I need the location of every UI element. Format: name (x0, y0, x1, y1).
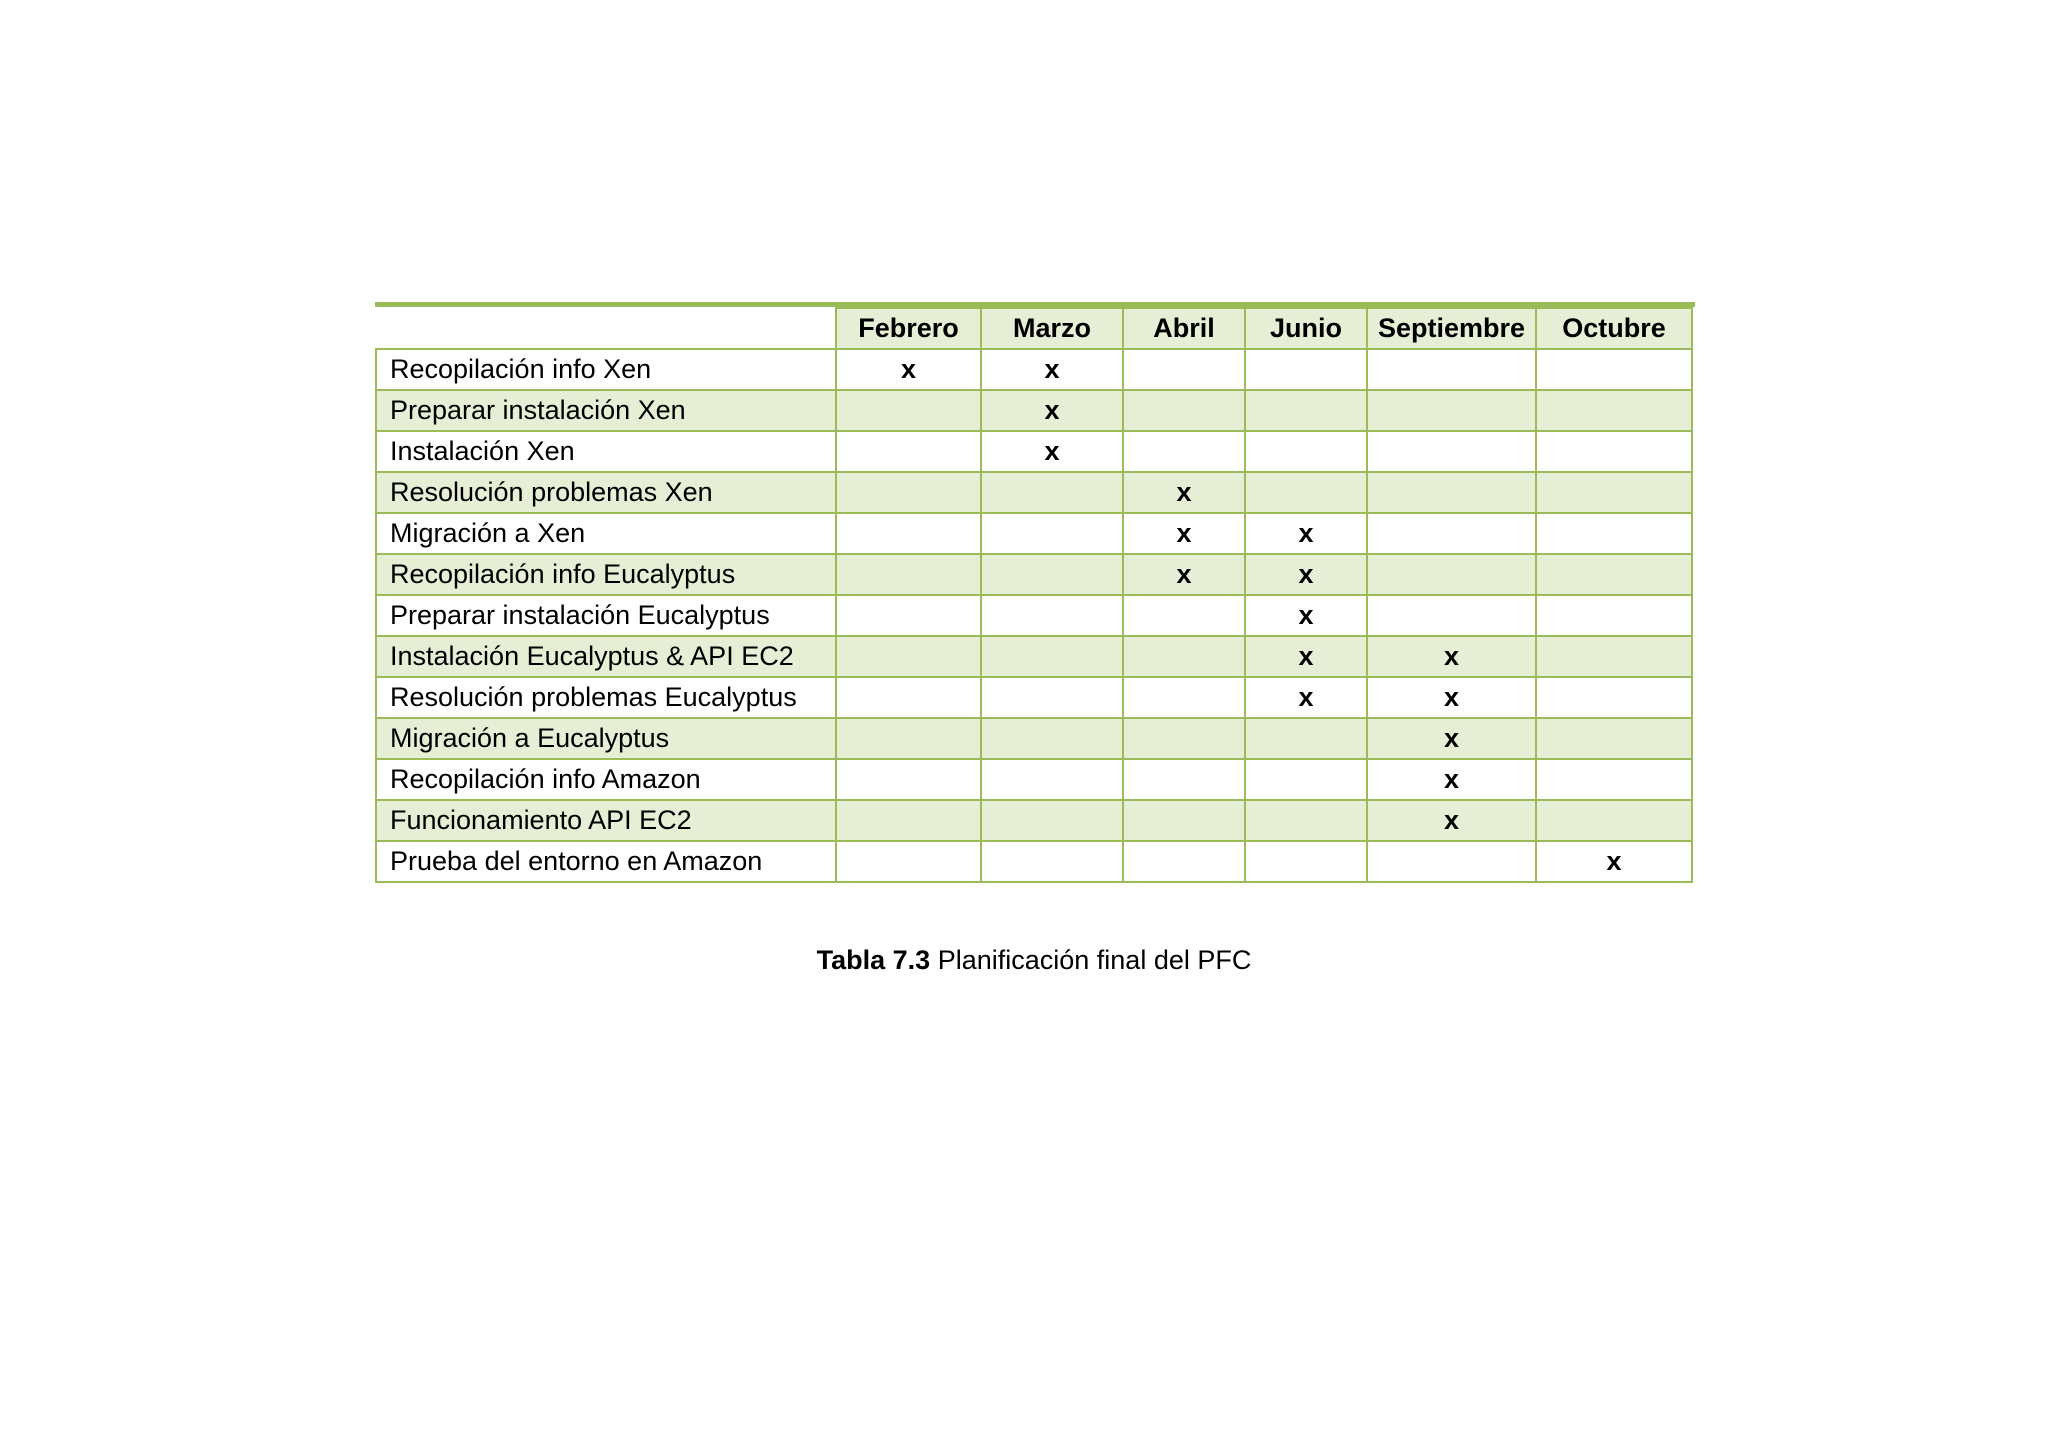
month-mark-cell (1123, 636, 1245, 677)
month-mark-cell (1536, 513, 1692, 554)
task-cell: Instalación Xen (376, 431, 836, 472)
month-mark-cell (981, 759, 1123, 800)
table-row (376, 841, 1692, 882)
task-cell: Preparar instalación Eucalyptus (376, 595, 836, 636)
month-mark-cell: x (1245, 513, 1367, 554)
month-mark-cell: x (981, 349, 1123, 390)
column-header: Marzo (981, 308, 1123, 349)
month-mark-cell (1536, 759, 1692, 800)
task-cell: Instalación Eucalyptus & API EC2 (376, 636, 836, 677)
planning-table-container (375, 302, 1695, 883)
table-caption (0, 945, 2048, 976)
month-mark-cell (1536, 472, 1692, 513)
caption-text: Planificación final del PFC (937, 945, 1252, 975)
table-row (376, 595, 1692, 636)
month-mark-cell (1245, 472, 1367, 513)
planning-table (375, 307, 1693, 883)
month-mark-cell: x (1367, 636, 1536, 677)
month-mark-cell (836, 554, 981, 595)
table-row (376, 800, 1692, 841)
month-mark-cell: x (1123, 554, 1245, 595)
task-cell: Recopilación info Amazon (376, 759, 836, 800)
month-mark-cell (1367, 841, 1536, 882)
month-mark-cell (1123, 677, 1245, 718)
column-header: Junio (1245, 308, 1367, 349)
header-row (376, 308, 1692, 349)
table-row (376, 718, 1692, 759)
month-mark-cell (1536, 554, 1692, 595)
month-mark-cell (836, 800, 981, 841)
month-mark-cell (1536, 431, 1692, 472)
month-mark-cell (1245, 718, 1367, 759)
month-mark-cell (1536, 636, 1692, 677)
month-mark-cell (1123, 759, 1245, 800)
month-mark-cell (981, 472, 1123, 513)
month-mark-cell: x (1536, 841, 1692, 882)
task-cell: Migración a Xen (376, 513, 836, 554)
month-mark-cell (1245, 431, 1367, 472)
table-row (376, 759, 1692, 800)
month-mark-cell (1536, 800, 1692, 841)
table-row (376, 390, 1692, 431)
month-mark-cell: x (1367, 677, 1536, 718)
table-row (376, 513, 1692, 554)
table-body (376, 349, 1692, 882)
month-mark-cell (836, 513, 981, 554)
header-corner-cell (376, 308, 836, 349)
month-mark-cell (1123, 841, 1245, 882)
column-header: Octubre (1536, 308, 1692, 349)
task-cell: Recopilación info Xen (376, 349, 836, 390)
month-mark-cell (981, 513, 1123, 554)
month-mark-cell: x (1245, 554, 1367, 595)
month-mark-cell (1536, 390, 1692, 431)
task-cell: Migración a Eucalyptus (376, 718, 836, 759)
month-mark-cell (1123, 349, 1245, 390)
month-mark-cell: x (1245, 677, 1367, 718)
table-row (376, 431, 1692, 472)
table-row (376, 677, 1692, 718)
table-row (376, 349, 1692, 390)
month-mark-cell (1245, 390, 1367, 431)
month-mark-cell (1367, 390, 1536, 431)
month-mark-cell (1367, 513, 1536, 554)
month-mark-cell (1123, 718, 1245, 759)
table-row (376, 636, 1692, 677)
month-mark-cell: x (1367, 800, 1536, 841)
month-mark-cell (836, 472, 981, 513)
month-mark-cell (1367, 349, 1536, 390)
task-cell: Resolución problemas Xen (376, 472, 836, 513)
month-mark-cell (981, 841, 1123, 882)
month-mark-cell (836, 759, 981, 800)
month-mark-cell: x (981, 390, 1123, 431)
month-mark-cell (1245, 841, 1367, 882)
month-mark-cell: x (1367, 759, 1536, 800)
month-mark-cell (1245, 800, 1367, 841)
month-mark-cell (1367, 554, 1536, 595)
month-mark-cell (1367, 595, 1536, 636)
month-mark-cell (836, 431, 981, 472)
month-mark-cell: x (1245, 636, 1367, 677)
month-mark-cell (1123, 595, 1245, 636)
column-header: Febrero (836, 308, 981, 349)
month-mark-cell (1123, 800, 1245, 841)
month-mark-cell (836, 636, 981, 677)
month-mark-cell (1536, 677, 1692, 718)
caption-label: Tabla 7.3 (816, 945, 931, 975)
month-mark-cell (836, 718, 981, 759)
month-mark-cell: x (1245, 595, 1367, 636)
month-mark-cell (1123, 390, 1245, 431)
month-mark-cell: x (1123, 513, 1245, 554)
task-cell: Resolución problemas Eucalyptus (376, 677, 836, 718)
task-cell: Prueba del entorno en Amazon (376, 841, 836, 882)
month-mark-cell (1536, 349, 1692, 390)
month-mark-cell (1367, 431, 1536, 472)
month-mark-cell: x (1123, 472, 1245, 513)
table-row (376, 472, 1692, 513)
month-mark-cell (1536, 718, 1692, 759)
month-mark-cell: x (836, 349, 981, 390)
task-cell: Preparar instalación Xen (376, 390, 836, 431)
month-mark-cell (1245, 349, 1367, 390)
month-mark-cell (836, 677, 981, 718)
month-mark-cell (981, 636, 1123, 677)
month-mark-cell (1536, 595, 1692, 636)
month-mark-cell (981, 554, 1123, 595)
month-mark-cell (981, 595, 1123, 636)
column-header: Septiembre (1367, 308, 1536, 349)
month-mark-cell (836, 595, 981, 636)
month-mark-cell (1367, 472, 1536, 513)
month-mark-cell: x (1367, 718, 1536, 759)
month-mark-cell: x (981, 431, 1123, 472)
column-header: Abril (1123, 308, 1245, 349)
month-mark-cell (981, 677, 1123, 718)
month-mark-cell (836, 390, 981, 431)
month-mark-cell (836, 841, 981, 882)
table-row (376, 554, 1692, 595)
month-mark-cell (981, 800, 1123, 841)
month-mark-cell (981, 718, 1123, 759)
month-mark-cell (1123, 431, 1245, 472)
task-cell: Recopilación info Eucalyptus (376, 554, 836, 595)
task-cell: Funcionamiento API EC2 (376, 800, 836, 841)
month-mark-cell (1245, 759, 1367, 800)
